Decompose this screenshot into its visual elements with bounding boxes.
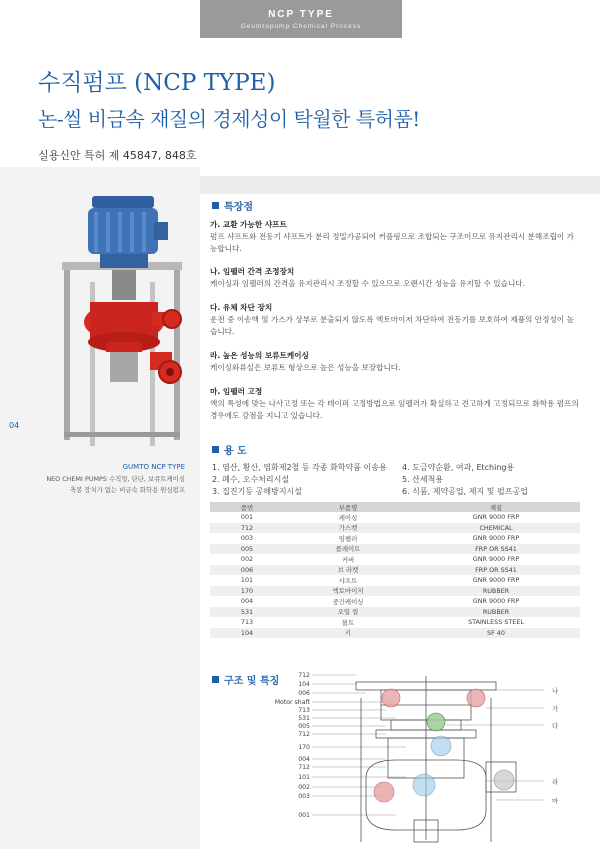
header-subtitle: Geumtopump Chemical Process: [240, 23, 362, 30]
callout-label: 006: [298, 690, 310, 697]
caption-model: GUMTO NCP TYPE: [122, 463, 185, 471]
pump-photo: [50, 192, 200, 450]
part-no: 104: [210, 628, 284, 639]
page-subtitle: 논-씰 비금속 재질의 경제성이 탁월한 특허품!: [38, 107, 420, 131]
part-no: 004: [240, 597, 254, 606]
callout-label: 003: [298, 793, 310, 800]
callout-label: 004: [298, 756, 310, 763]
callout-label-right: 다: [552, 722, 559, 730]
pump-cross-section-diagram: [296, 670, 566, 846]
part-name: 임펠러: [338, 534, 358, 543]
uses-list-right: [402, 462, 528, 498]
part-material: SF 40: [412, 628, 580, 639]
page-title: 수직펌프 (NCP TYPE): [38, 70, 276, 96]
part-material: RUBBER: [412, 586, 580, 597]
page-number: 04: [9, 421, 20, 430]
part-material: FRP OR SS41: [412, 565, 580, 576]
part-material: STAINLESS STEEL: [468, 618, 524, 627]
column-header-material: 재질: [412, 502, 580, 512]
uses-title: [212, 442, 247, 457]
part-material: GNR 9000 FRP: [472, 597, 520, 606]
bullet-square-icon: [212, 446, 219, 453]
callout-label: 713: [298, 707, 310, 714]
part-no: 006: [210, 565, 284, 576]
table-row: [210, 586, 580, 597]
use-item: 5. 산세척용: [402, 475, 444, 484]
table-row: [210, 617, 580, 628]
part-no: 712: [210, 523, 284, 534]
callout-label: Motor shaft: [274, 699, 310, 706]
caption-description-1: NEO CHEMI PUMPS 수직형, 단단, 보큐트케이싱: [46, 475, 185, 483]
part-material: GNR 9000 FRP: [472, 534, 520, 543]
column-header-part-name: 부품명: [284, 502, 412, 512]
bullet-square-icon: [212, 202, 219, 209]
feature-item: [210, 386, 580, 422]
callout-label: 170: [298, 744, 310, 751]
part-no: 531: [210, 607, 284, 618]
caption-description-2: 축봉 장치가 없는 비금속 화학용 원심펌프: [69, 486, 185, 494]
header-tab: [200, 0, 402, 38]
table-row: [210, 628, 580, 639]
table-row: [210, 544, 580, 555]
callout-label: 712: [298, 731, 310, 738]
feature-item: [210, 266, 580, 290]
feature-heading: 가. 교환 가능한 샤프트: [210, 220, 287, 229]
use-item: 4. 도금약순환, 여과, Etching용: [402, 463, 515, 472]
callout-label: 712: [298, 672, 310, 679]
table-row: [210, 533, 580, 544]
part-name: 브 라켓: [284, 565, 412, 576]
part-no: 101: [240, 576, 254, 585]
table-row: [210, 554, 580, 565]
part-material: RUBBER: [412, 607, 580, 618]
use-item: 2. 폐수, 오수처리시설: [212, 475, 290, 484]
callout-label-right: 나: [552, 687, 559, 695]
part-material: GNR 9000 FRP: [472, 555, 520, 564]
use-item: 3. 집진기등 공해방지시설: [212, 487, 302, 496]
part-no: 170: [210, 586, 284, 597]
column-header-part-no: 품번: [210, 502, 284, 512]
callout-label-right: 라: [552, 778, 559, 786]
part-name: 중간케이싱: [332, 597, 364, 606]
callout-label-right: 마: [552, 797, 559, 805]
features-header-band: [200, 176, 600, 194]
table-row: [210, 523, 580, 534]
part-no: 002: [240, 555, 254, 564]
part-name: 샤프트: [338, 576, 358, 585]
feature-body: 케이싱과 임펠러의 간격을 유지관리시 조정할 수 있으므로 오랜시간 성능을 유지할 수 있습니다.: [210, 279, 526, 288]
callout-label: 104: [298, 681, 310, 688]
callout-label: 002: [298, 784, 310, 791]
part-no: 003: [240, 534, 254, 543]
table-row: [210, 596, 580, 607]
feature-body: 펌프 샤프트와 전동기 샤프트가 분리 정밀가공되어 커플링으로 조합되는 구조이므로 유지관리시 분해조립이 가능합니다.: [210, 232, 574, 253]
callout-label: 101: [298, 774, 310, 781]
part-material: GNR 9000 FRP: [472, 576, 520, 585]
table-row: [210, 565, 580, 576]
feature-body: 액의 특성에 맞는 나사고정 또는 각 테이퍼 고정방법으로 임펠러가 확실하고 견고하게 고정되므로 화학용 펌프의 경우에도 강점을 지니고 있습니다.: [210, 399, 579, 420]
feature-body: 케이싱와류실은 보류트 형상으로 높은 성능을 보장합니다.: [210, 363, 401, 372]
callout-label: 531: [298, 715, 310, 722]
feature-heading: 다. 유체 차단 장치: [210, 303, 273, 312]
part-name: 플레이트: [284, 544, 412, 555]
part-name: 오일 씰: [284, 607, 412, 618]
part-material: CHEMICAL: [412, 523, 580, 534]
parts-table: [210, 502, 580, 638]
part-no: 713: [240, 618, 254, 627]
bullet-square-icon: [212, 676, 219, 683]
uses-list-left: [212, 462, 387, 498]
part-material: GNR 9000 FRP: [472, 513, 520, 522]
table-row: [210, 607, 580, 618]
feature-body: 운전 중 이송액 및 가스가 상부로 분출되지 않도록 엑토마이저 차단하여 전동기를 보호하여 제품의 안정성이 높습니다.: [210, 315, 574, 336]
table-row: [210, 512, 580, 523]
part-name: 엑토마이저: [284, 586, 412, 597]
features-title: [212, 198, 253, 213]
feature-heading: 마. 임펠러 고정: [210, 387, 263, 396]
features-title-text: 특장점: [224, 202, 253, 213]
feature-item: [210, 302, 580, 338]
part-no: 005: [210, 544, 284, 555]
part-name: 키: [284, 628, 412, 639]
part-no: 001: [240, 513, 254, 522]
feature-heading: 나. 임펠러 간격 조정장치: [210, 267, 295, 276]
part-name: 볼트: [341, 618, 355, 627]
table-header-row: [210, 502, 580, 512]
callout-label: 712: [298, 764, 310, 771]
use-item: 1. 염산, 황산, 염화제2철 등 각종 화학약품 이송용: [212, 463, 387, 472]
structure-title-text: 구조 및 특징: [224, 676, 280, 687]
table-row: [210, 575, 580, 586]
callout-label-right: 가: [552, 705, 559, 713]
part-name: 가스켓: [284, 523, 412, 534]
part-material: FRP OR SS41: [412, 544, 580, 555]
feature-heading: 라. 높은 성능의 보류트케이싱: [210, 351, 309, 360]
uses-title-text: 용 도: [224, 446, 247, 457]
use-item: 6. 식품, 제약공업, 제지 및 펄프공업: [402, 487, 528, 496]
callout-label: 005: [298, 723, 310, 730]
part-name: 케이싱: [338, 513, 358, 522]
patent-number: 실용신안 특허 제 45847, 848호: [38, 149, 197, 162]
part-name: 커버: [341, 555, 355, 564]
feature-item: [210, 350, 580, 374]
callout-label: 001: [298, 812, 310, 819]
header-title: NCP TYPE: [268, 9, 334, 20]
feature-item: [210, 219, 580, 255]
